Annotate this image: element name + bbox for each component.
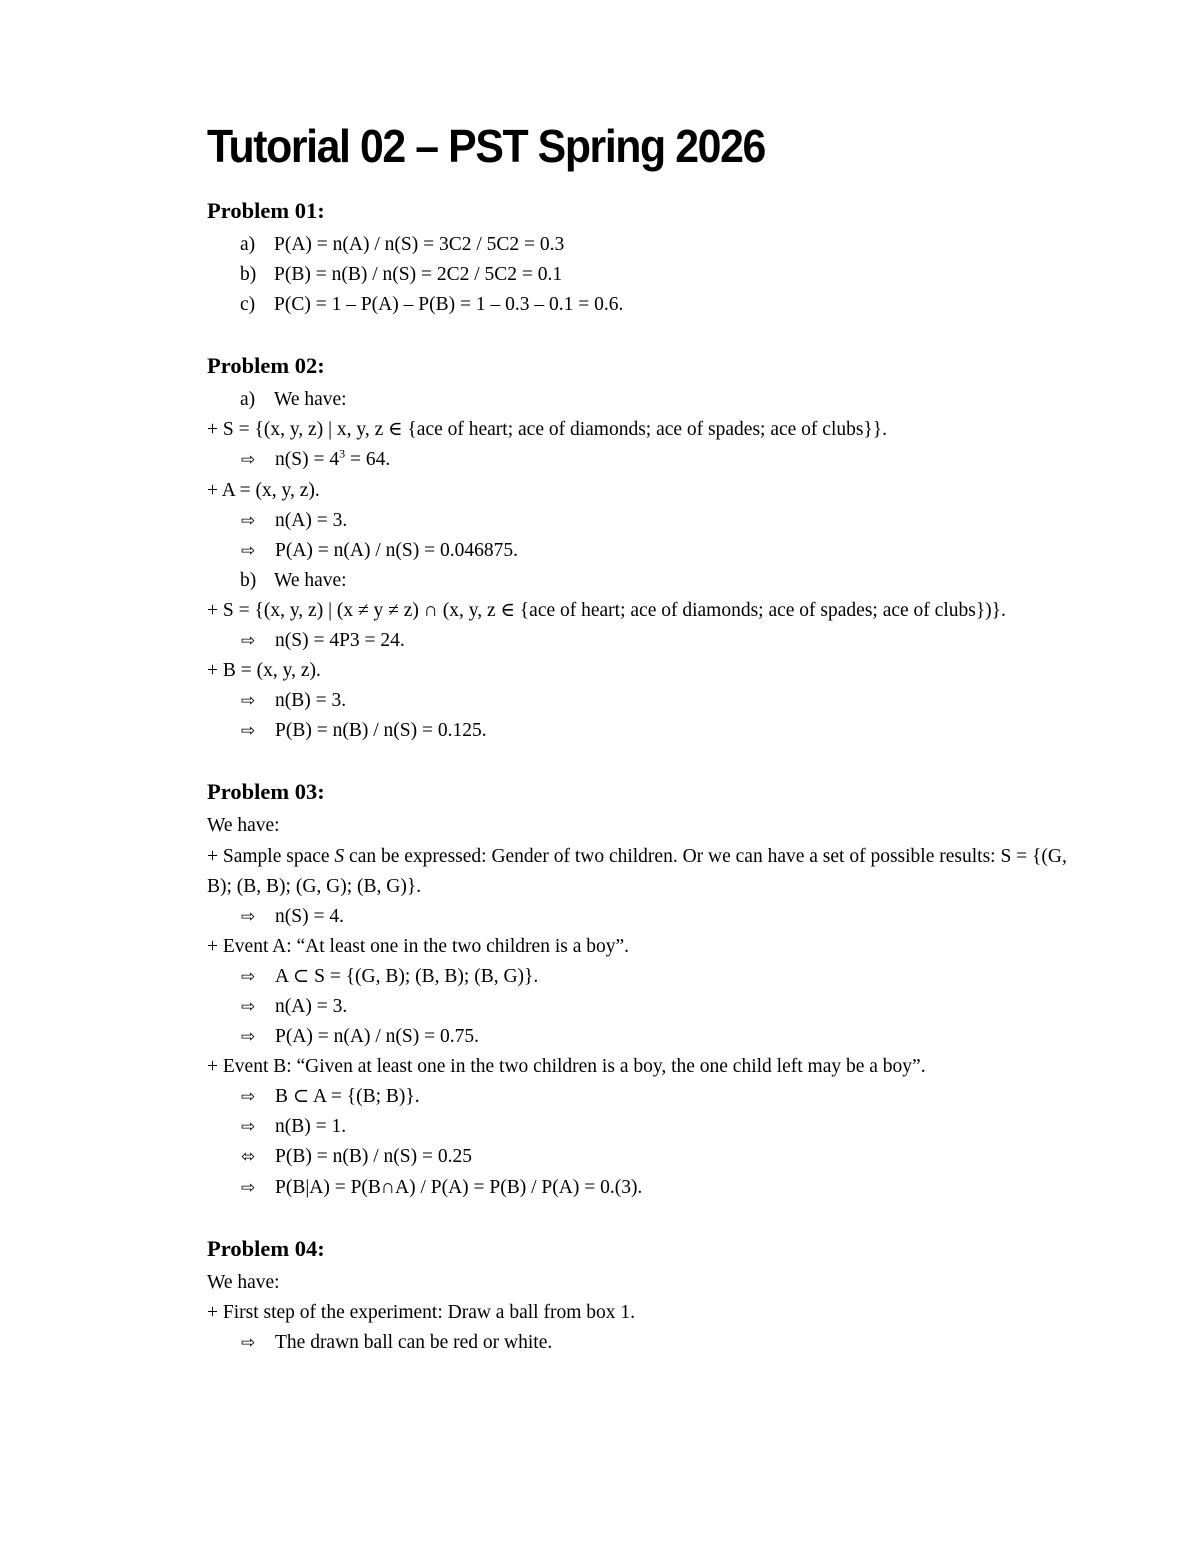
list-item-text: P(A) = n(A) / n(S) = 3C2 / 5C2 = 0.3 [274, 234, 565, 255]
arrow-icon: ⇨ [241, 691, 256, 712]
formula-text: B ⊂ A = {(B; B)}. [275, 1086, 420, 1108]
arrow-icon: ⇨ [241, 1177, 256, 1198]
step-line: + First step of the experiment: Draw a ball from box 1. [207, 1301, 635, 1323]
implication-line [207, 506, 1087, 536]
implication-line [207, 992, 1087, 1022]
arrow-icon: ⇨ [241, 721, 256, 742]
formula-text: n(B) = 1. [275, 1116, 347, 1138]
event-definition-line: + Event B: “Given at least one in the two children is a boy, the one child left may be a boy”. [207, 1056, 926, 1078]
list-marker: c) [240, 294, 256, 316]
list-item-text: P(C) = 1 – P(A) – P(B) = 1 – 0.3 – 0.1 = 0.6. [274, 294, 624, 316]
paragraph-text: can be expressed: Gender of two children. Or we can have a set of possible results: S = {(G, B); (B, B); (G, G); (B, G)}. [207, 845, 1067, 897]
formula-text: P(B) = n(B) / n(S) = 0.25 [275, 1146, 472, 1168]
implication-line [207, 1082, 1087, 1112]
formula-text: The drawn ball can be red or white. [275, 1331, 553, 1353]
formula-text: A ⊂ S = {(G, B); (B, B); (B, G)}. [275, 965, 539, 987]
list-marker: b) [240, 264, 257, 286]
problem-01-item-b [207, 260, 1087, 290]
problem-02-heading: Problem 02: [207, 353, 325, 379]
formula-text: P(A) = n(A) / n(S) = 0.75. [275, 1026, 479, 1048]
implication-line [207, 716, 1087, 746]
formula-text: P(B) = n(B) / n(S) = 0.125. [275, 720, 487, 742]
list-item-text: We have: [274, 389, 347, 411]
list-marker: a) [240, 389, 256, 411]
double-arrow-icon: ⬄ [241, 1147, 256, 1168]
implication-line [207, 626, 1087, 656]
problem-02-item-a [207, 385, 1087, 415]
list-marker: b) [240, 569, 257, 591]
arrow-icon: ⇨ [241, 540, 256, 561]
sample-space-line: + S = {(x, y, z) | x, y, z ∈ {ace of heart; ace of diamonds; ace of spades; ace of clubs}}. [207, 419, 888, 441]
implication-line [207, 686, 1087, 716]
arrow-icon: ⇨ [241, 1117, 256, 1138]
formula-text: P(A) = n(A) / n(S) = 0.046875. [275, 539, 518, 561]
formula-text: n(S) = 4. [275, 905, 344, 927]
formula-text: P(B|A) = P(B∩A) / P(A) = P(B) / P(A) = 0.(3). [275, 1176, 643, 1198]
problem-04-heading: Problem 04: [207, 1235, 325, 1261]
implication-line [207, 445, 1087, 475]
implication-line [207, 1173, 1087, 1203]
implication-line [207, 1328, 1087, 1358]
arrow-icon: ⇨ [241, 510, 256, 531]
implication-line [207, 962, 1087, 992]
formula-text: n(A) = 3. [275, 509, 348, 531]
problem-02-section [207, 351, 1087, 746]
arrow-icon: ⇨ [241, 966, 256, 987]
problem-01-item-a [207, 230, 1087, 260]
document-title: Tutorial 02 – PST Spring 2026 [207, 120, 765, 172]
variable-text: S [334, 845, 345, 867]
formula-text: n(B) = 3. [275, 690, 347, 712]
event-definition-line: + B = (x, y, z). [207, 660, 321, 682]
formula-text: = 64. [345, 449, 391, 471]
problem-03-section [207, 777, 1087, 1202]
problem-02-item-b [207, 566, 1087, 596]
implication-line [207, 902, 1087, 932]
formula-text: n(A) = 3. [275, 995, 348, 1017]
problem-01-item-c [207, 290, 1087, 320]
paragraph-text: + Sample space [207, 845, 335, 867]
list-marker: a) [240, 234, 256, 255]
superscript: 3 [339, 446, 346, 461]
intro-line: We have: [207, 1271, 280, 1293]
intro-line: We have: [207, 815, 280, 837]
event-definition-line: + Event A: “At least one in the two children is a boy”. [207, 935, 630, 957]
arrow-icon: ⇨ [241, 631, 256, 652]
problem-01-section [207, 196, 1087, 320]
implication-line [207, 1022, 1087, 1052]
sample-space-line [207, 842, 1087, 902]
arrow-icon: ⇨ [241, 906, 256, 927]
arrow-icon: ⇨ [241, 1027, 256, 1048]
arrow-icon: ⇨ [241, 1087, 256, 1108]
formula-text: n(S) = 4P3 = 24. [275, 630, 405, 652]
formula-text: n(S) = 4 [275, 449, 340, 471]
implication-line [207, 536, 1087, 566]
document-page [207, 118, 1087, 1389]
implication-line [207, 1112, 1087, 1142]
list-item-text: We have: [274, 569, 347, 591]
event-definition-line: + A = (x, y, z). [207, 479, 320, 501]
sample-space-line: + S = {(x, y, z) | (x ≠ y ≠ z) ∩ (x, y, z ∈ {ace of heart; ace of diamonds; ace of spades; ace of clubs})}. [207, 599, 1006, 621]
arrow-icon: ⇨ [241, 996, 256, 1017]
arrow-icon: ⇨ [241, 1332, 256, 1353]
problem-04-section [207, 1234, 1087, 1358]
arrow-icon: ⇨ [241, 450, 256, 471]
problem-01-heading: Problem 01: [207, 198, 325, 223]
list-item-text: P(B) = n(B) / n(S) = 2C2 / 5C2 = 0.1 [274, 264, 563, 286]
problem-03-heading: Problem 03: [207, 779, 325, 805]
equivalence-line [207, 1142, 1087, 1172]
